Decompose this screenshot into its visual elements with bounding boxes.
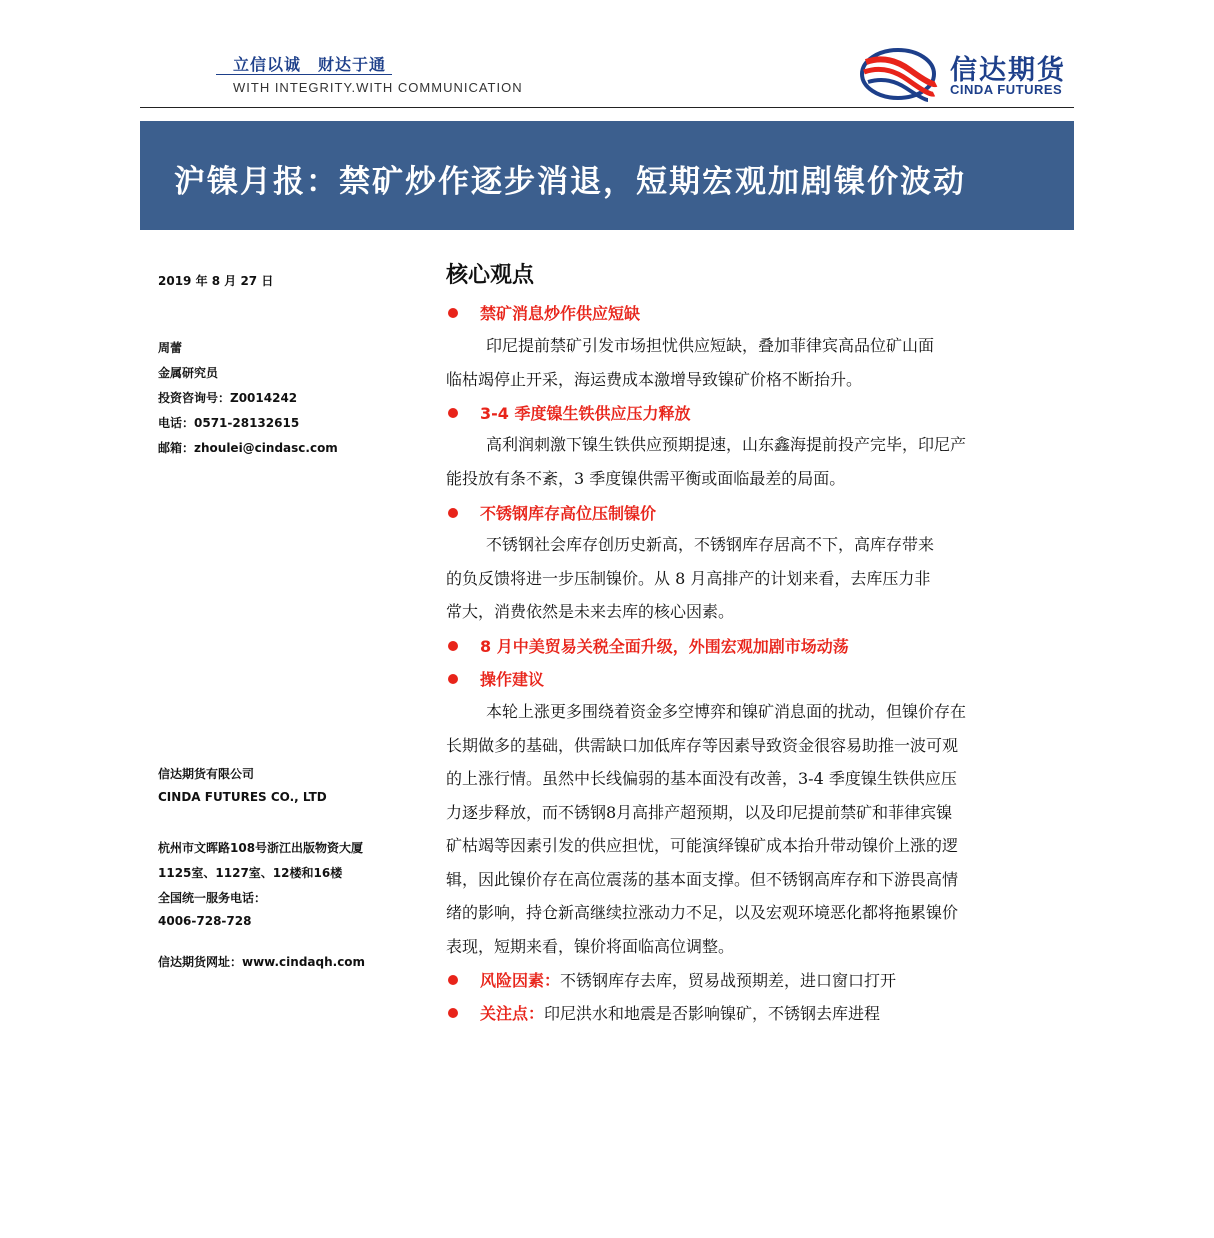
company-website: 信达期货网址：www.cindaqh.com: [158, 955, 366, 969]
paragraph-line: 不锈钢社会库存创历史新高，不锈钢库存居高不下，高库存带来: [486, 535, 935, 554]
title-banner: [140, 121, 1074, 230]
company-address-1: 杭州市文晖路108号浙江出版物资大厦: [158, 841, 364, 855]
logo-mark-icon: [858, 44, 938, 102]
paragraph-line: 本轮上涨更多围绕着资金多空博弈和镍矿消息面的扰动，但镍价存在: [486, 702, 967, 721]
hotline-label: 全国统一服务电话：: [158, 891, 267, 905]
paragraph-line: 力逐步释放，而不锈钢8月高排产超预期，以及印尼提前禁矿和菲律宾镍: [446, 802, 953, 822]
report-date: 2019 年 8 月 27 日: [158, 274, 274, 288]
paragraph: [446, 528, 1056, 629]
logo-text-en: CINDA FUTURES: [950, 82, 1063, 97]
focus-text: 印尼洪水和地震是否影响镍矿，不锈钢去库进程: [544, 1004, 881, 1023]
author-license: 投资咨询号：Z0014242: [158, 391, 298, 405]
company-logo: [858, 44, 1098, 102]
author-name: 周蕾: [158, 341, 183, 355]
company-name-en: CINDA FUTURES CO., LTD: [158, 790, 327, 804]
company-address-2: 1125室、1127室、12楼和16楼: [158, 866, 343, 880]
focus-label-text: 关注点：: [480, 1004, 545, 1023]
bullet-dot-icon: [448, 1008, 458, 1018]
header-slogan: 立信以诚 财达于通: [233, 55, 387, 74]
bullet-label: 8 月中美贸易关税全面升级，外围宏观加剧市场动荡: [480, 637, 849, 656]
paragraph-line: 绪的影响，持仓新高继续拉涨动力不足，以及宏观环境恶化都将拖累镍价: [446, 903, 959, 922]
paragraph-line: 辑，因此镍价存在高位震荡的基本面支撑。但不锈钢高库存和下游畏高情: [446, 869, 959, 889]
paragraph-line: 能投放有条不紊，3 季度镍供需平衡或面临最差的局面。: [446, 468, 846, 488]
slogan-underline: [216, 74, 392, 75]
paragraph-line: 临枯竭停止开采，海运费成本激增导致镍矿价格不断抬升。: [446, 369, 863, 389]
risk-label-text: 风险因素：: [480, 971, 561, 990]
author-title: 金属研究员: [158, 366, 219, 380]
paragraph-line: 常大，消费依然是未来去库的核心因素。: [446, 602, 735, 621]
bullet-dot-icon: [448, 641, 458, 651]
paragraph: [446, 329, 1056, 396]
bullet-dot-icon: [448, 508, 458, 518]
author-email: 邮箱：zhoulei@cindasc.com: [158, 441, 338, 455]
bullet-label: 不锈钢库存高位压制镍价: [480, 504, 657, 523]
risk-text: 不锈钢库存去库，贸易战预期差，进口窗口打开: [560, 971, 897, 990]
author-phone: 电话：0571-28132615: [158, 416, 300, 430]
focus-label: [480, 1001, 880, 1024]
header-slogan-en: WITH INTEGRITY.WITH COMMUNICATION: [233, 80, 523, 95]
paragraph-line: 印尼提前禁矿引发市场担忧供应短缺，叠加菲律宾高品位矿山面: [486, 336, 935, 355]
paragraph-line: 高利润刺激下镍生铁供应预期提速，山东鑫海提前投产完毕，印尼产: [486, 435, 967, 454]
paragraph-line: 长期做多的基础，供需缺口加低库存等因素导致资金很容易助推一波可观: [446, 735, 959, 755]
report-title: 沪镍月报：禁矿炒作逐步消退，短期宏观加剧镍价波动: [174, 164, 966, 200]
risk-label: [480, 968, 896, 991]
header-divider: [140, 107, 1074, 108]
bullet-dot-icon: [448, 975, 458, 985]
bullet-label: 禁矿消息炒作供应短缺: [480, 304, 641, 323]
company-name-cn: 信达期货有限公司: [158, 767, 255, 781]
section-heading: 核心观点: [446, 262, 535, 288]
logo-text-cn: 信达期货: [950, 55, 1066, 86]
bullet-dot-icon: [448, 674, 458, 684]
paragraph-line: 表现，短期来看，镍价将面临高位调整。: [446, 936, 735, 956]
paragraph-line: 的上涨行情。虽然中长线偏弱的基本面没有改善，3-4 季度镍生铁供应压: [446, 769, 957, 788]
bullet-label: 3-4 季度镍生铁供应压力释放: [480, 404, 691, 423]
paragraph-line: 的负反馈将进一步压制镍价。从 8 月高排产的计划来看，去库压力非: [446, 568, 931, 588]
hotline-number: 4006-728-728: [158, 914, 252, 928]
bullet-label: 操作建议: [480, 670, 545, 689]
bullet-dot-icon: [448, 308, 458, 318]
bullet-dot-icon: [448, 408, 458, 418]
paragraph: [446, 695, 1056, 963]
paragraph: [446, 428, 1056, 495]
paragraph-line: 矿枯竭等因素引发的供应担忧，可能演绎镍矿成本抬升带动镍价上涨的逻: [446, 836, 959, 855]
